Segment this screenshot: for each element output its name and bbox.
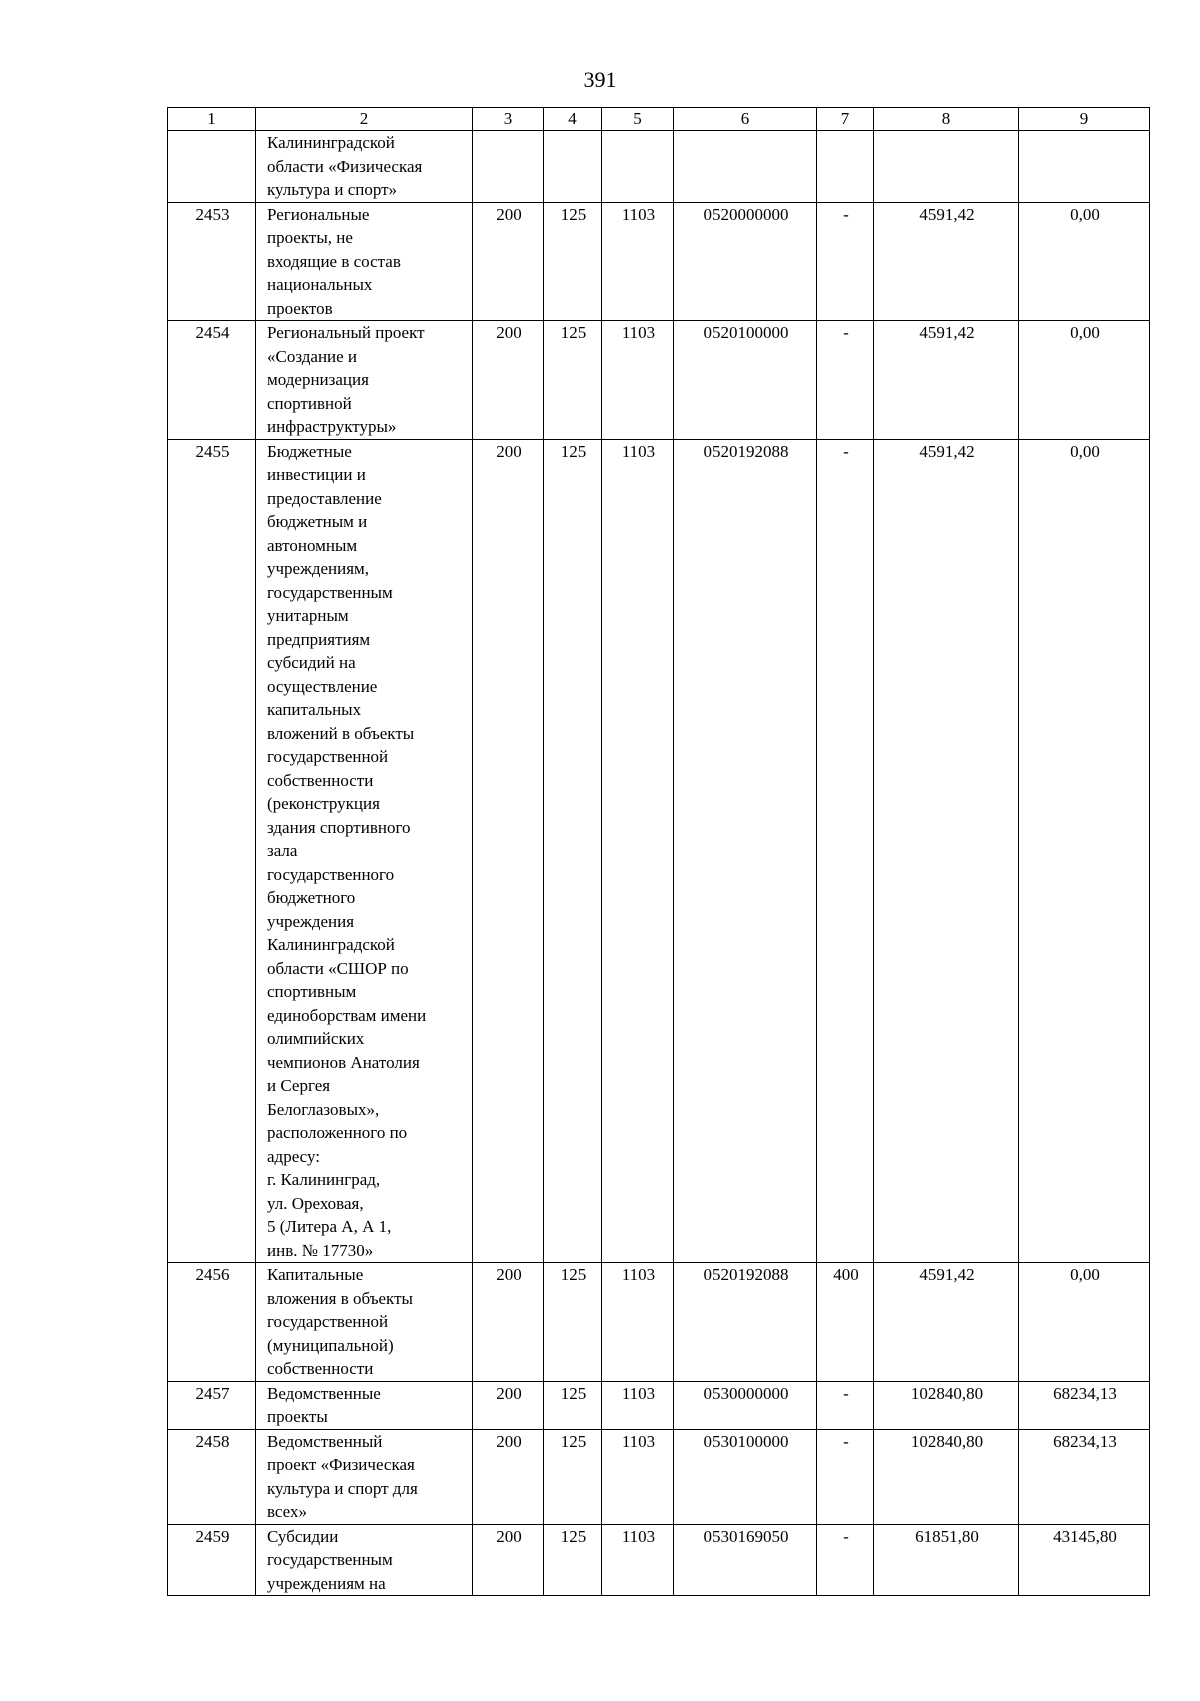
table-row bbox=[168, 439, 1150, 1263]
name-line: Калининградской bbox=[267, 133, 395, 152]
name-line: государственной bbox=[267, 1312, 389, 1331]
admin-code-cell: 200 bbox=[473, 1524, 544, 1596]
name-line: (муниципальной) bbox=[267, 1335, 394, 1355]
admin-code-cell: 200 bbox=[473, 321, 544, 440]
amount-year1-cell bbox=[874, 131, 1019, 203]
budget-table bbox=[167, 107, 1150, 1596]
name-line: капитальных bbox=[267, 700, 362, 719]
name-line: проектов bbox=[267, 298, 333, 318]
target-article-cell: 0530169050 bbox=[674, 1524, 817, 1596]
target-article-cell bbox=[674, 131, 817, 203]
name-line: осуществление bbox=[267, 676, 378, 696]
expense-type-cell: - bbox=[817, 202, 874, 321]
amount-year1-cell: 4591,42 bbox=[874, 202, 1019, 321]
row-name-cell bbox=[256, 1524, 473, 1596]
expense-type-cell: - bbox=[817, 1429, 874, 1524]
name-line: Калининградской bbox=[267, 935, 395, 954]
name-line: национальных bbox=[267, 275, 373, 294]
name-line: инв. № 17730» bbox=[267, 1240, 374, 1260]
section-code-cell: 125 bbox=[544, 321, 602, 440]
subsection-code-cell: 1103 bbox=[602, 1381, 674, 1429]
name-line: и Сергея bbox=[267, 1076, 331, 1095]
row-number-cell: 2453 bbox=[168, 202, 256, 321]
name-line: инвестиции и bbox=[267, 465, 366, 484]
amount-year2-cell: 0,00 bbox=[1019, 202, 1150, 321]
name-line: входящие в состав bbox=[267, 251, 401, 271]
column-header: 3 bbox=[473, 108, 544, 131]
expense-type-cell: 400 bbox=[817, 1263, 874, 1382]
row-number-cell: 2458 bbox=[168, 1429, 256, 1524]
name-line: культура и спорт» bbox=[267, 180, 398, 199]
subsection-code-cell: 1103 bbox=[602, 202, 674, 321]
amount-year1-cell: 4591,42 bbox=[874, 321, 1019, 440]
name-line: Региональные bbox=[267, 204, 370, 224]
admin-code-cell: 200 bbox=[473, 439, 544, 1263]
name-line: вложений в объекты bbox=[267, 723, 415, 743]
section-code-cell: 125 bbox=[544, 1263, 602, 1382]
page-number: 391 bbox=[583, 67, 617, 92]
table-row bbox=[168, 131, 1150, 203]
name-line: области «СШОР по bbox=[267, 958, 409, 978]
name-line: культура и спорт для bbox=[267, 1478, 418, 1498]
expense-type-cell: - bbox=[817, 321, 874, 440]
subsection-code-cell: 1103 bbox=[602, 1524, 674, 1596]
name-line: проект «Физическая bbox=[267, 1455, 415, 1474]
name-line: Капитальные bbox=[267, 1265, 364, 1284]
name-line: унитарным bbox=[267, 606, 349, 625]
amount-year2-cell: 0,00 bbox=[1019, 321, 1150, 440]
amount-year1-cell: 102840,80 bbox=[874, 1429, 1019, 1524]
admin-code-cell: 200 bbox=[473, 1381, 544, 1429]
amount-year2-cell: 0,00 bbox=[1019, 1263, 1150, 1382]
row-name-cell bbox=[256, 1263, 473, 1382]
table-row bbox=[168, 1524, 1150, 1596]
target-article-cell: 0520192088 bbox=[674, 1263, 817, 1382]
column-header: 8 bbox=[874, 108, 1019, 131]
row-name-cell bbox=[256, 202, 473, 321]
name-line: предоставление bbox=[267, 488, 382, 508]
name-line: единоборствам имени bbox=[267, 1005, 427, 1025]
amount-year1-cell: 61851,80 bbox=[874, 1524, 1019, 1596]
subsection-code-cell: 1103 bbox=[602, 1263, 674, 1382]
expense-type-cell: - bbox=[817, 439, 874, 1263]
column-header: 6 bbox=[674, 108, 817, 131]
name-line: государственной bbox=[267, 747, 389, 766]
name-line: учреждения bbox=[267, 911, 355, 931]
row-name-cell bbox=[256, 321, 473, 440]
name-line: бюджетным и bbox=[267, 512, 368, 531]
target-article-cell: 0530000000 bbox=[674, 1381, 817, 1429]
expense-type-cell: - bbox=[817, 1381, 874, 1429]
name-line: олимпийских bbox=[267, 1029, 365, 1048]
name-line: спортивной bbox=[267, 393, 352, 413]
name-line: г. Калининград, bbox=[267, 1170, 381, 1189]
name-line: Субсидии bbox=[267, 1526, 339, 1546]
name-line: субсидий на bbox=[267, 653, 356, 672]
section-code-cell: 125 bbox=[544, 1524, 602, 1596]
table-row bbox=[168, 1429, 1150, 1524]
name-line: чемпионов Анатолия bbox=[267, 1052, 420, 1072]
name-line: здания спортивного bbox=[267, 817, 411, 837]
name-line: расположенного по bbox=[267, 1123, 408, 1142]
amount-year1-cell: 102840,80 bbox=[874, 1381, 1019, 1429]
section-code-cell bbox=[544, 131, 602, 203]
amount-year2-cell: 43145,80 bbox=[1019, 1524, 1150, 1596]
row-number-cell: 2459 bbox=[168, 1524, 256, 1596]
amount-year2-cell bbox=[1019, 131, 1150, 203]
name-line: собственности bbox=[267, 770, 374, 790]
name-line: всех» bbox=[267, 1502, 308, 1521]
name-line: вложения в объекты bbox=[267, 1288, 413, 1308]
name-line: инфраструктуры» bbox=[267, 417, 397, 436]
row-number-cell bbox=[168, 131, 256, 203]
name-line: бюджетного bbox=[267, 888, 356, 907]
subsection-code-cell: 1103 bbox=[602, 1429, 674, 1524]
target-article-cell: 0520192088 bbox=[674, 439, 817, 1263]
row-name-cell bbox=[256, 1381, 473, 1429]
name-line: Ведомственный bbox=[267, 1431, 383, 1451]
name-line: зала bbox=[267, 841, 298, 860]
name-line: учреждениям на bbox=[267, 1573, 386, 1593]
table-header bbox=[168, 108, 1150, 131]
target-article-cell: 0520000000 bbox=[674, 202, 817, 321]
name-line: собственности bbox=[267, 1359, 374, 1378]
column-header: 9 bbox=[1019, 108, 1150, 131]
name-line: модернизация bbox=[267, 370, 369, 389]
row-number-cell: 2455 bbox=[168, 439, 256, 1263]
column-header: 1 bbox=[168, 108, 256, 131]
admin-code-cell bbox=[473, 131, 544, 203]
name-line: области «Физическая bbox=[267, 156, 423, 176]
table-row bbox=[168, 321, 1150, 440]
section-code-cell: 125 bbox=[544, 1429, 602, 1524]
column-header: 4 bbox=[544, 108, 602, 131]
amount-year1-cell: 4591,42 bbox=[874, 1263, 1019, 1382]
name-line: автономным bbox=[267, 535, 358, 555]
name-line: предприятиям bbox=[267, 629, 371, 649]
name-line: государственным bbox=[267, 1550, 393, 1569]
row-name-cell bbox=[256, 131, 473, 203]
name-line: спортивным bbox=[267, 982, 357, 1001]
column-header: 7 bbox=[817, 108, 874, 131]
expense-type-cell: - bbox=[817, 1524, 874, 1596]
header-row bbox=[168, 108, 1150, 131]
subsection-code-cell bbox=[602, 131, 674, 203]
amount-year2-cell: 68234,13 bbox=[1019, 1429, 1150, 1524]
target-article-cell: 0520100000 bbox=[674, 321, 817, 440]
name-line: Региональный проект bbox=[267, 323, 425, 342]
amount-year2-cell: 0,00 bbox=[1019, 439, 1150, 1263]
section-code-cell: 125 bbox=[544, 1381, 602, 1429]
table-row bbox=[168, 1381, 1150, 1429]
row-name-cell bbox=[256, 1429, 473, 1524]
target-article-cell: 0530100000 bbox=[674, 1429, 817, 1524]
name-line: 5 (Литера А, А 1, bbox=[267, 1217, 392, 1236]
name-line: адресу: bbox=[267, 1146, 320, 1166]
table-row bbox=[168, 1263, 1150, 1382]
admin-code-cell: 200 bbox=[473, 1263, 544, 1382]
column-header: 2 bbox=[256, 108, 473, 131]
name-line: Белоглазовых», bbox=[267, 1099, 380, 1119]
row-number-cell: 2457 bbox=[168, 1381, 256, 1429]
name-line: государственным bbox=[267, 582, 393, 602]
expense-type-cell bbox=[817, 131, 874, 203]
table-body bbox=[168, 131, 1150, 1596]
name-line: ул. Ореховая, bbox=[267, 1193, 364, 1213]
table-row bbox=[168, 202, 1150, 321]
section-code-cell: 125 bbox=[544, 439, 602, 1263]
subsection-code-cell: 1103 bbox=[602, 439, 674, 1263]
name-line: проекты bbox=[267, 1407, 328, 1426]
admin-code-cell: 200 bbox=[473, 202, 544, 321]
row-number-cell: 2456 bbox=[168, 1263, 256, 1382]
subsection-code-cell: 1103 bbox=[602, 321, 674, 440]
section-code-cell: 125 bbox=[544, 202, 602, 321]
name-line: Ведомственные bbox=[267, 1383, 381, 1403]
name-line: (реконструкция bbox=[267, 794, 380, 813]
amount-year2-cell: 68234,13 bbox=[1019, 1381, 1150, 1429]
amount-year1-cell: 4591,42 bbox=[874, 439, 1019, 1263]
name-line: «Создание и bbox=[267, 346, 358, 366]
row-number-cell: 2454 bbox=[168, 321, 256, 440]
row-name-cell bbox=[256, 439, 473, 1263]
name-line: проекты, не bbox=[267, 228, 353, 247]
name-line: Бюджетные bbox=[267, 441, 352, 461]
column-header: 5 bbox=[602, 108, 674, 131]
name-line: учреждениям, bbox=[267, 559, 370, 578]
name-line: государственного bbox=[267, 864, 395, 884]
admin-code-cell: 200 bbox=[473, 1429, 544, 1524]
